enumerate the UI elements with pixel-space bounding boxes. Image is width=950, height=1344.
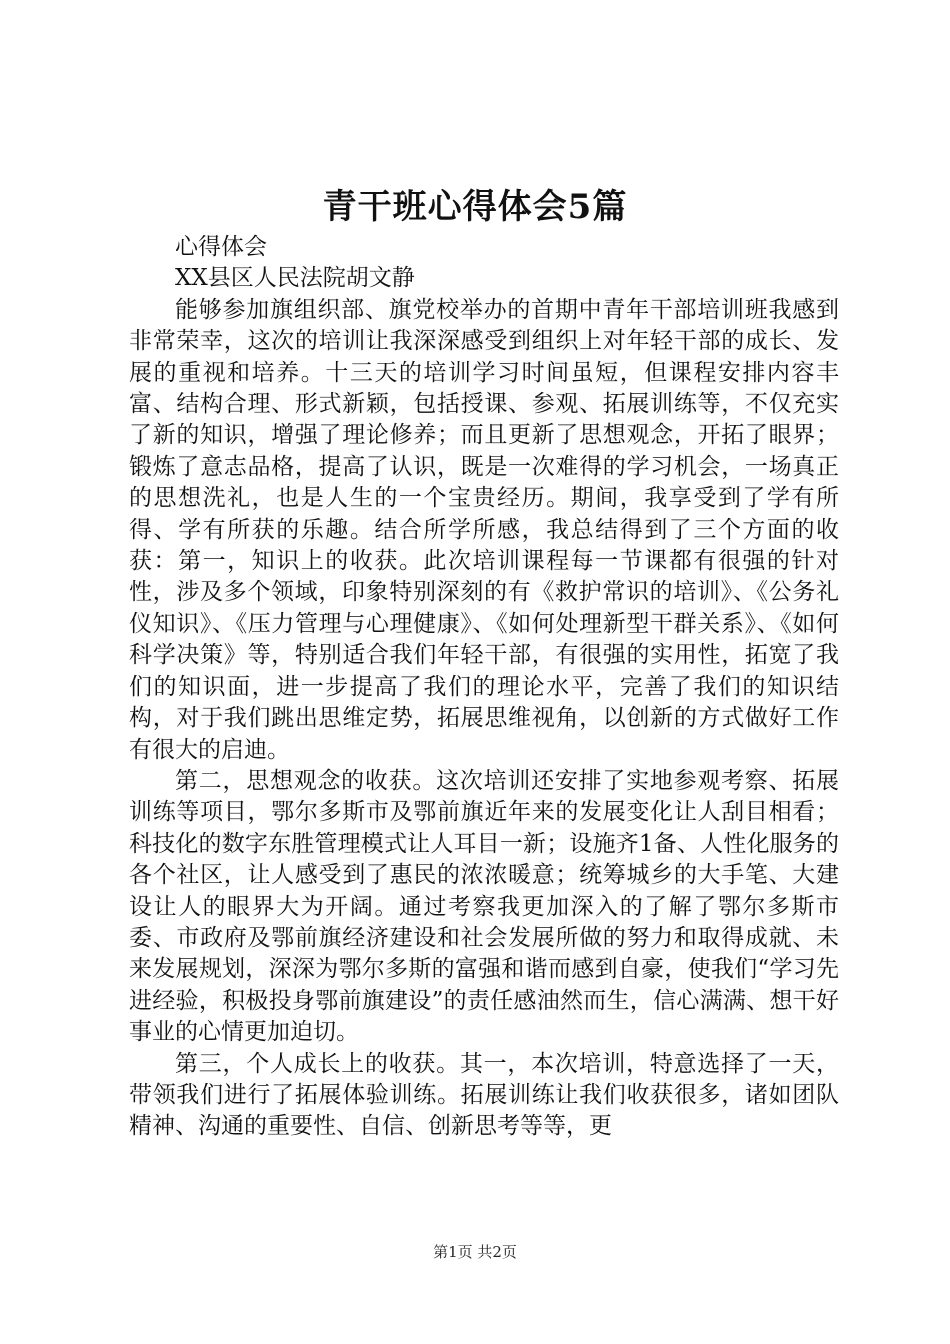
page-footer: 第1页 共2页: [433, 1243, 517, 1261]
author-line: XX县区人民法院胡文静: [175, 265, 415, 292]
section-label: 心得体会: [175, 234, 267, 260]
paragraph-1: 能够参加旗组织部、旗党校举办的首期中青年干部培训班我感到非常荣幸，这次的培训让我深深感受到组织上对年轻干部的成长、发展的重视和培养。十三天的培训学习时间虽短，但课程安排内容丰富、结构合理、形式新颖，包括授课、参观、拓展训练等，不仅充实了新的知识，增强了理论修养；而且更新了思想观念，开拓了眼界；锻炼了意志品格，提高了认识，既是一次难得的学习机会，一场真正的思想洗礼，也是人生的一个宝贵经历。期间，我享受到了学有所得、学有所获的乐趣。结合所学所感，我总结得到了三个方面的收获：第一，知识上的收获。此次培训课程每一节课都有很强的针对性，涉及多个领域，印象特别深刻的有《救护常识的培训》、《公务礼仪知识》、《压力管理与心理健康》、《如何处理新型干群关系》、《如何科学决策》等，特别适合我们年轻干部，有很强的实用性，拓宽了我们的知识面，进一步提高了我们的理论水平，完善了我们的知识结构，对于我们跳出思维定势，拓展思维视角，以创新的方式做好工作有很大的启迪。: [129, 296, 839, 763]
document-body: [129, 232, 839, 1143]
document-title: 青干班心得体会5篇: [322, 187, 628, 227]
paragraph-2: 第二，思想观念的收获。这次培训还安排了实地参观考察、拓展训练等项目，鄂尔多斯市及鄂前旗近年来的发展变化让人刮目相看；科技化的数字东胜管理模式让人耳目一新；设施齐1备、人性化服务的各个社区，让人感受到了惠民的浓浓暖意；统筹城乡的大手笔、大建设让人的眼界大为开阔。通过考察我更加深入的了解了鄂尔多斯市委、市政府及鄂前旗经济建设和社会发展所做的努力和取得成就、未来发展规划，深深为鄂尔多斯的富强和谐而感到自豪，使我们“学习先进经验，积极投身鄂前旗建设”的责任感油然而生，信心满满、想干好事业的心情更加迫切。: [129, 767, 839, 1046]
paragraph-3: 第三，个人成长上的收获。其一，本次培训，特意选择了一天，带领我们进行了拓展体验训练。拓展训练让我们收获很多，诸如团队精神、沟通的重要性、自信、创新思考等等，更: [129, 1050, 839, 1140]
